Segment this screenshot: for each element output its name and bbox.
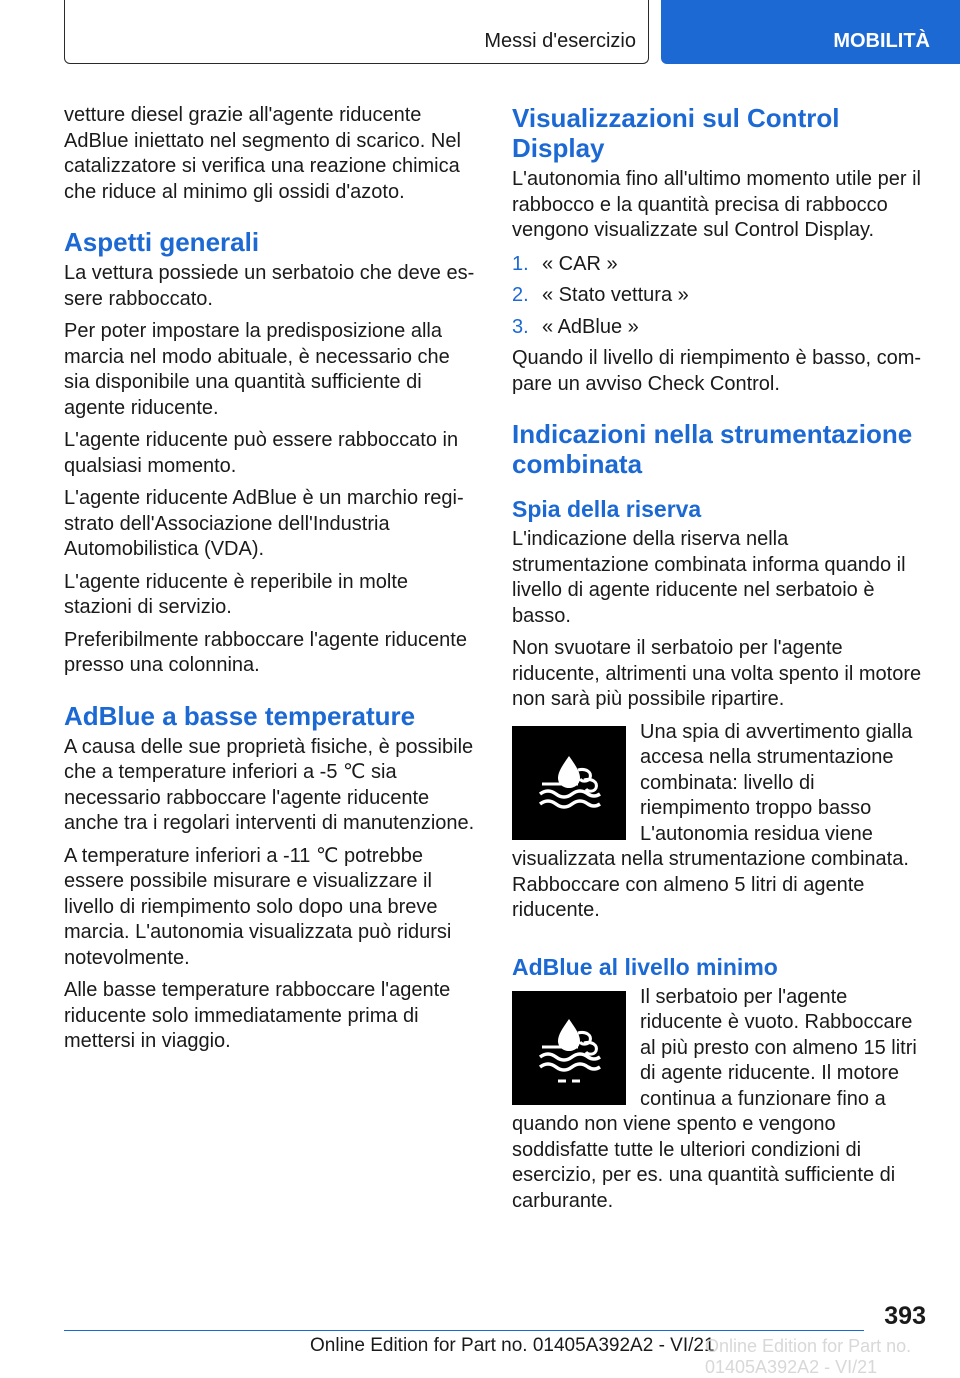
list-item (512, 283, 928, 309)
general-paragraph: Preferibilmente rabboccare l'agente riducente presso una colonnina. (64, 628, 467, 676)
step-number: 1. (512, 252, 529, 275)
watermark-text: Online Edition for Part no. 01405A392A2 - VI/21 (705, 1336, 912, 1377)
left-column (64, 103, 480, 1062)
header-chapter-tab (661, 0, 960, 64)
minimum-figure-text: Il serbatoio per l'agente riducente è vuoto. Rabboccare al più presto con almeno 15 litri di agente riducente. Il motore continua a funzionare fino a quando non viene spento e vengono soddisfatte tutte le ulteriori condizioni di esercizio, per es. una quantità sufficiente di carburante. (512, 985, 917, 1212)
reserve-paragraph: Non svuotare il serbatoio per l'agente riducente, altrimenti una volta spento il motore non sarà più possibile ripartire. (512, 637, 922, 710)
page-number: 393 (884, 1302, 926, 1330)
low-temp-paragraph: A causa delle sue proprietà fisiche, è possibile che a temperature inferiori a -5 ℃ sia necessario rabboccare l'agente riducente anche tra i regolari interventi di manutenzione. (64, 735, 475, 834)
step-text: « AdBlue » (542, 315, 639, 338)
heading-minimum-level: AdBlue al livello minimo (512, 953, 778, 980)
minimum-figure-block (512, 985, 928, 1222)
heading-reserve-light: Spia della riserva (512, 496, 702, 522)
list-item (512, 252, 928, 278)
adblue-reserve-icon (512, 726, 626, 840)
low-temp-paragraph: Alle basse temperature rabboccare l'agente riducente solo immediatamente prima di mettersi in viaggio. (64, 979, 451, 1052)
general-paragraph: Per poter impostare la predisposizione alla marcia nel modo abituale, è necessario che sia disponibile una quantità sufficiente di agente riducente. (64, 320, 450, 419)
heading-low-temperature: AdBlue a basse temperature (64, 700, 416, 731)
adblue-minimum-icon (512, 991, 626, 1105)
reserve-figure-block (512, 720, 928, 931)
step-text: « Stato vettura » (542, 284, 689, 306)
heading-instrument-cluster: Indicazioni nella strumentazione combinata (512, 419, 913, 479)
heading-general: Aspetti generali (64, 227, 260, 257)
reserve-figure-text: Una spia di avvertimento gialla accesa nella strumentazione combinata: livello di riempimento troppo basso L'autonomia residua viene visualizzata nella strumentazione combinata. Rabboccare con almeno 5 litri di agente riducente. (512, 720, 913, 921)
header-section-tab (64, 0, 649, 64)
footer-divider (64, 1330, 864, 1331)
heading-control-display: Visualizzazioni sul Control Display (512, 103, 840, 163)
header-section-title: Messi d'esercizio (484, 30, 636, 52)
step-number: 3. (512, 315, 529, 338)
list-item (512, 315, 928, 341)
control-display-intro: L'autonomia fino all'ultimo momento utile per il rabbocco e la quantità precisa di rabbocco vengono visualizzate sul Control Display. (512, 168, 921, 241)
general-paragraph: L'agente riducente può essere rabboccato in qualsiasi momento. (64, 429, 459, 477)
general-paragraph: L'agente riducente è reperibile in molte stazioni di servizio. (64, 570, 409, 618)
header-chapter-title: MOBILITÀ (833, 30, 930, 52)
menu-steps-list (512, 252, 928, 341)
low-temp-paragraph: A temperature inferiori a -11 ℃ potrebbe essere possibile misurare e visualizzare il livello di riempimento solo dopo una breve marcia. L'autonomia visualizzata può ridursi notevolmente. (64, 844, 452, 969)
intro-paragraph: vetture diesel grazie all'agente riducente AdBlue iniettato nel segmento di scarico. Nel catalizzatore si verifica una reazione chimica che riduce al minimo gli ossidi d'azoto. (64, 104, 461, 203)
step-number: 2. (512, 284, 529, 306)
edition-text: Online Edition for Part no. 01405A392A2 - VI/21 (310, 1335, 715, 1356)
right-column (512, 103, 928, 1221)
reserve-paragraph: L'indicazione della riserva nella strumentazione combinata informa quando il livello di agente riducente nel serbatoio è basso. (512, 528, 906, 627)
general-paragraph: La vettura possiede un serbatoio che deve essere rabboccato. (64, 262, 475, 310)
general-paragraph: L'agente riducente AdBlue è un marchio registrato dell'Associazione dell'Industria Automobilistica (VDA). (64, 487, 464, 560)
step-text: « CAR » (542, 252, 618, 275)
check-control-note: Quando il livello di riempimento è basso, compare un avviso Check Control. (512, 347, 922, 395)
